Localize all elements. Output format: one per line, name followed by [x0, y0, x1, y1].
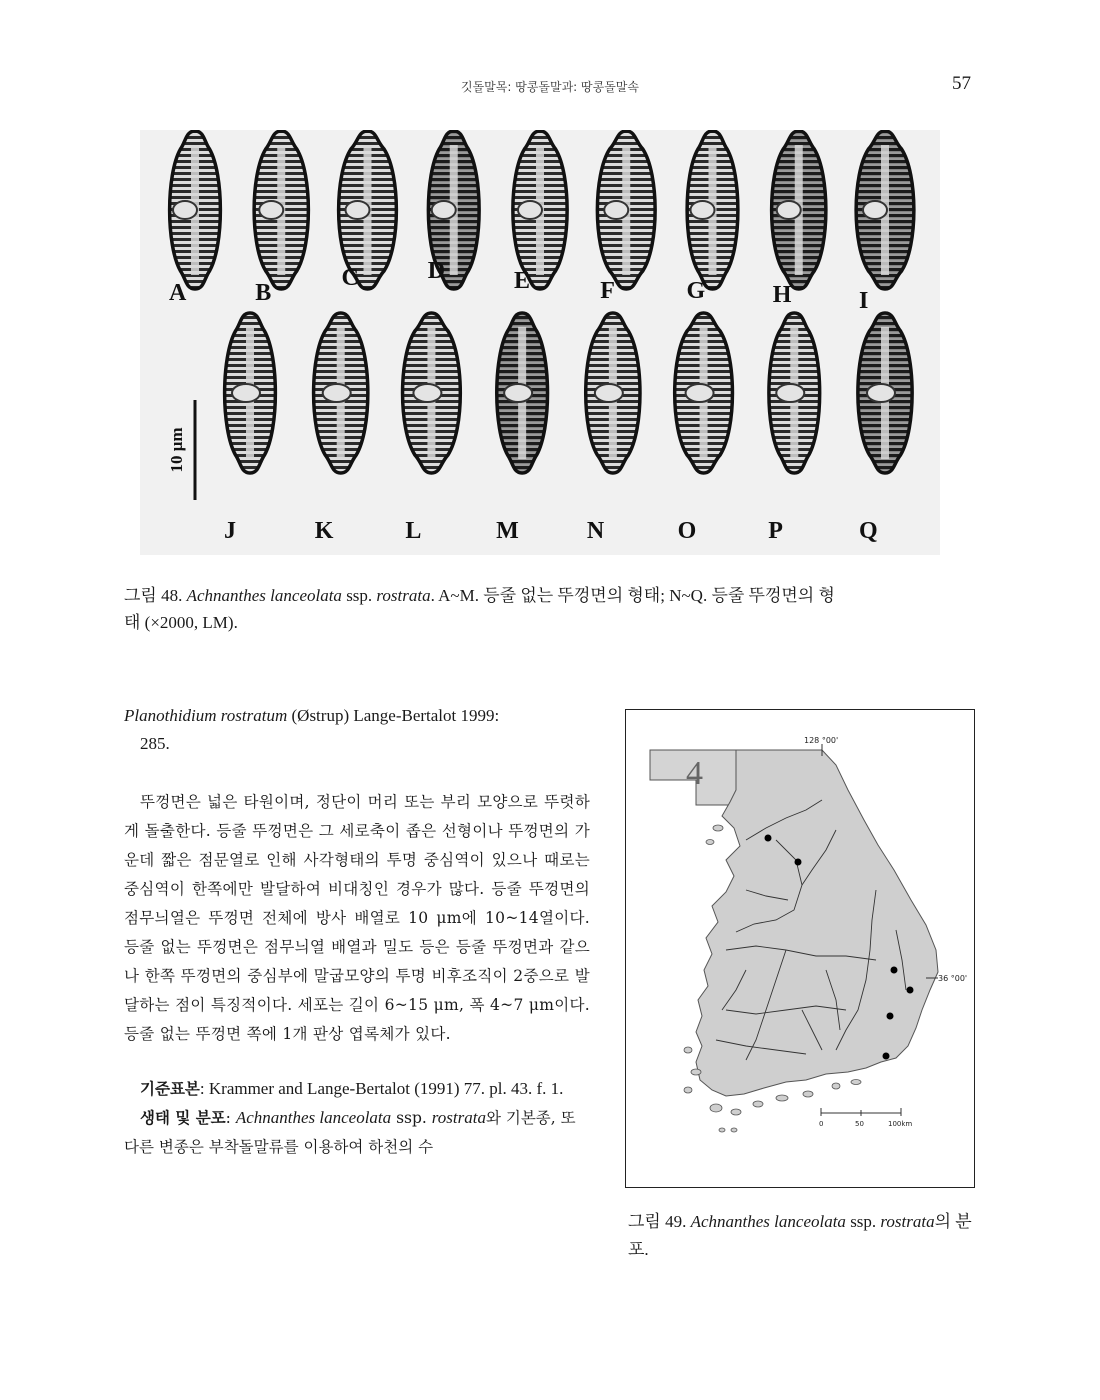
diatom-cell-a	[170, 131, 221, 289]
ecology-paragraph	[124, 1103, 590, 1162]
panel-label-l: L	[405, 518, 422, 544]
panel-label-k: K	[314, 518, 334, 544]
figure-48-plate	[140, 130, 940, 555]
diatom-cell-i	[856, 131, 914, 289]
mainland-shape	[696, 750, 938, 1096]
diatom-micrographs	[140, 130, 940, 555]
panel-label-h: H	[772, 282, 792, 308]
ecology-separator: :	[225, 1109, 236, 1127]
ecology-epithet: rostrata	[431, 1108, 486, 1127]
figure-49-ssp: ssp.	[845, 1212, 881, 1231]
diatom-cell-o	[675, 313, 733, 473]
figure-49-species: Achnanthes lanceolata	[690, 1212, 846, 1231]
panel-label-e: E	[514, 268, 531, 294]
body-text-column	[124, 702, 590, 1162]
figure-48-ssp: ssp.	[346, 586, 373, 605]
map-scale-100: 100km	[888, 1120, 913, 1128]
synonym-entry	[124, 702, 590, 758]
figure-48-text-b: 태 (×2000, LM).	[124, 613, 238, 632]
figure-49-epithet: rostrata	[880, 1212, 935, 1231]
scale-label: 10 μm	[167, 427, 186, 473]
running-title: 깃돌말목: 땅콩돌말과: 땅콩돌말속	[460, 80, 639, 94]
description-paragraph: 뚜껑면은 넓은 타원이며, 정단이 머리 또는 부리 모양으로 뚜렷하게 돌출한다. 등줄 뚜껑면은 그 세로축이 좁은 선형이나 뚜껑면의 가운데 짧은 점문열로 인해 사각형태의 투명 중심역이 있으나 때로는 중심역이 한쪽에만 발달하여 비대칭인 경우가 많다. 등줄 뚜껑면의 점무늬열은 뚜껑면 전체에 방사 배열로 10 μm에 10~14열이다. 등줄 없는 뚜껑면은 점무늬열 배열과 밀도 등은 등줄 뚜껑면과 같으나 한쪽 뚜껑면의 중심부에 말굽모양의 투명 비후조직이 2중으로 발달하는 점이 특징적이다. 세포는 길이 6~15 μm, 폭 4~7 μm이다. 등줄 없는 뚜껑면 쪽에 1개 판상 엽록체가 있다.	[124, 793, 590, 1043]
type-specimen-paragraph	[124, 1075, 590, 1103]
diatom-cell-m	[497, 313, 548, 473]
type-label: 기준표본	[140, 1079, 200, 1098]
diatom-cell-g	[687, 131, 738, 289]
longitude-label: 128 °00'	[804, 736, 839, 745]
figure-48-epithet: rostrata	[376, 586, 431, 605]
figure-48-text-a: . A~M. 등줄 없는 뚜껑면의 형태; N~Q. 등줄 뚜껑면의 형	[430, 586, 835, 605]
diatom-cell-k	[314, 313, 368, 473]
synonym-page: 285.	[140, 734, 170, 753]
diatom-cell-n	[586, 313, 640, 473]
diatom-cell-p	[769, 313, 820, 473]
inset-number: 4	[686, 755, 703, 792]
panel-label-o: O	[677, 518, 697, 544]
panel-label-i: I	[859, 288, 869, 314]
panel-label-j: J	[224, 518, 236, 544]
panel-label-p: P	[768, 518, 783, 544]
page-number: 57	[952, 73, 971, 94]
map-scale-0: 0	[819, 1120, 824, 1128]
figure-49-label: 그림 49.	[628, 1212, 687, 1231]
panel-label-b: B	[255, 280, 272, 306]
synonym-author: (Østrup) Lange-Bertalot 1999:	[287, 706, 500, 725]
type-text: : Krammer and Lange-Bertalot (1991) 77. pl. 43. f. 1.	[199, 1079, 564, 1098]
diatom-cell-j	[225, 313, 276, 473]
panel-label-a: A	[169, 280, 187, 306]
figure-48-species: Achnanthes lanceolata	[186, 586, 342, 605]
figure-49-suffix: 의 분포.	[628, 1212, 972, 1259]
diatom-cell-f	[597, 131, 655, 289]
figure-49-caption	[628, 1208, 978, 1264]
latitude-label: 36 °00'	[938, 974, 968, 983]
map-scale-bar	[821, 1108, 901, 1116]
figure-48-caption	[124, 582, 976, 636]
diatom-cell-l	[403, 313, 461, 473]
figure-48-label: 그림 48.	[124, 586, 183, 605]
ecology-species: Achnanthes lanceolata	[235, 1108, 392, 1127]
ecology-ssp: ssp.	[391, 1109, 432, 1127]
panel-label-f: F	[600, 278, 615, 304]
panel-label-q: Q	[859, 518, 878, 544]
diatom-cell-b	[254, 131, 308, 289]
diatom-cell-h	[772, 131, 826, 289]
panel-label-m: M	[496, 518, 519, 544]
panel-label-c: C	[341, 265, 359, 291]
map-scale-50: 50	[855, 1120, 864, 1128]
panel-label-g: G	[686, 278, 706, 304]
panel-label-d: D	[427, 258, 446, 284]
korea-map	[626, 710, 974, 1187]
diatom-cell-e	[513, 131, 567, 289]
diatom-cell-q	[858, 313, 912, 473]
ecology-label: 생태 및 분포	[140, 1108, 226, 1127]
synonym-name: Planothidium rostratum	[124, 706, 288, 725]
distribution-map	[625, 709, 975, 1188]
ecology-text: 와 기본종, 또 다른 변종은 부착돌말류를 이용하여 하천의 수	[124, 1109, 576, 1156]
panel-label-n: N	[586, 518, 605, 544]
